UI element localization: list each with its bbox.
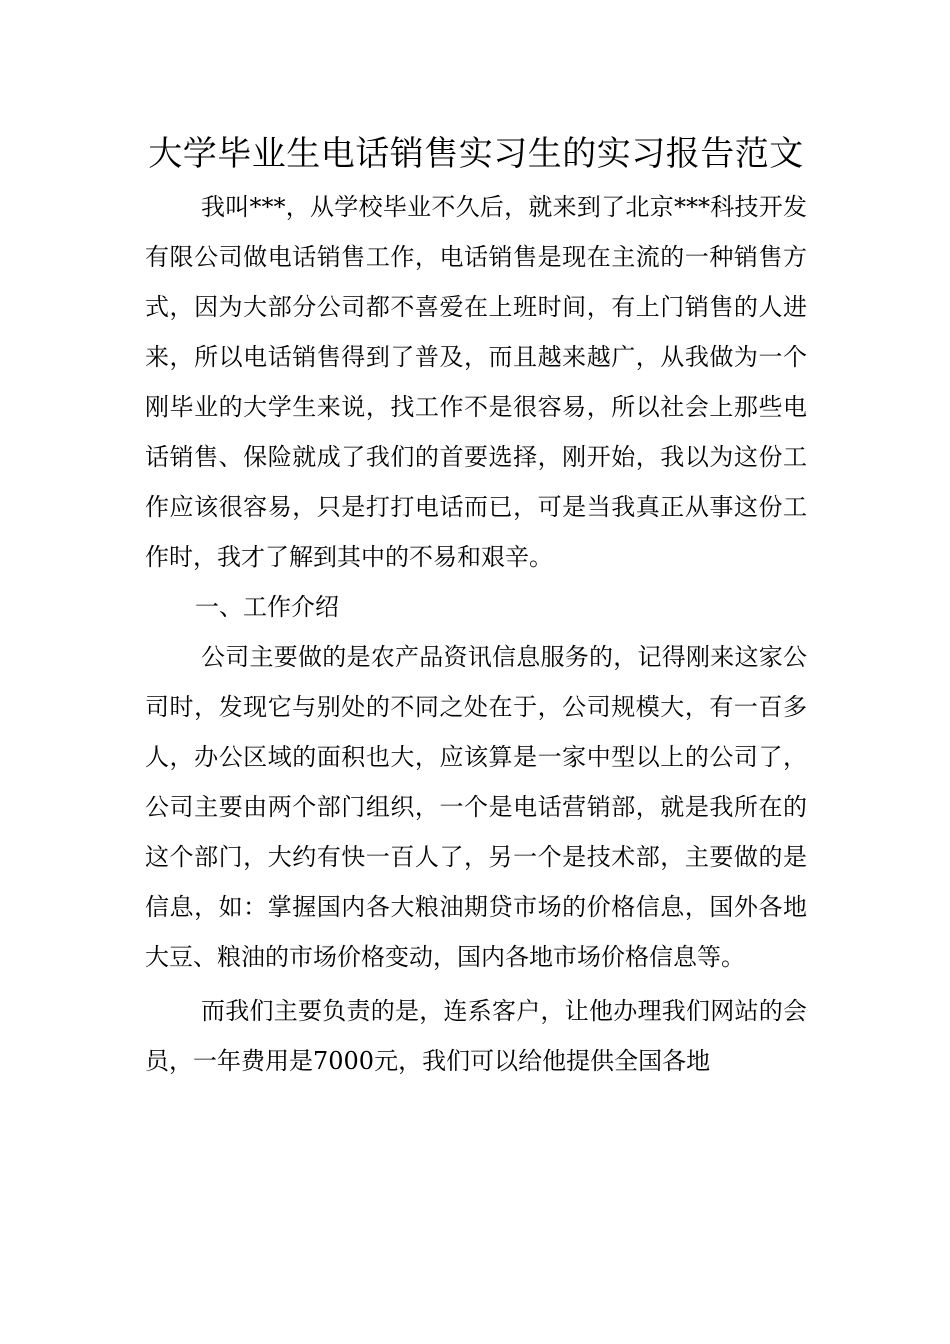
document-page bbox=[145, 118, 807, 1086]
paragraph-intro: 我叫***，从学校毕业不久后，就来到了北京***科技开发有限公司做电话销售工作，电话销售是现在主流的一种销售方式，因为大部分公司都不喜爱在上班时间，有上门销售的人进来，所以电话销售得到了普及，而且越来越广，从我做为一个刚毕业的大学生来说，找工作不是很容易，所以社会上那些电话销售、保险就成了我们的首要选择，刚开始，我以为这份工作应该很容易，只是打打电话而已，可是当我真正从事这份工作时，我才了解到其中的不易和艰辛。 bbox=[145, 193, 807, 571]
document-title: 大学毕业生电话销售实习生的实习报告范文 bbox=[148, 134, 804, 174]
section-heading-work-intro: 一、工作介绍 bbox=[195, 593, 339, 621]
paragraph-responsibility: 而我们主要负责的是，连系客户，让他办理我们网站的会员，一年费用是7000元，我们可以给他提供全国各地 bbox=[145, 997, 807, 1075]
paragraph-company: 公司主要做的是农产品资讯信息服务的，记得刚来这家公司时，发现它与别处的不同之处在于，公司规模大，有一百多人，办公区域的面积也大，应该算是一家中型以上的公司了，公司主要由两个部门组织，一个是电话营销部，就是我所在的这个部门，大约有快一百人了，另一个是技术部，主要做的是信息，如：掌握国内各大粮油期贷市场的价格信息，国外各地大豆、粮油的市场价格变动，国内各地市场价格信息等。 bbox=[145, 643, 807, 971]
